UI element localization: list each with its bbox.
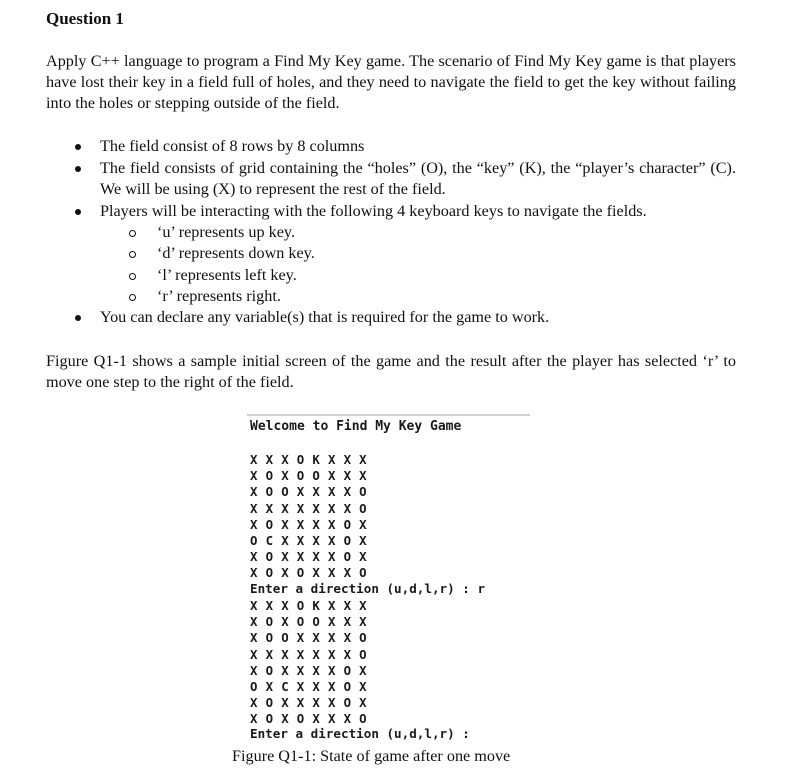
grid-cell: X	[281, 549, 290, 565]
grid-cell: X	[327, 484, 337, 500]
bullet-item	[0, 307, 736, 329]
grid-cell: X	[250, 516, 259, 532]
grid-cell: X	[359, 549, 368, 565]
grid-cell: X	[250, 484, 259, 500]
grid-cell: K	[312, 452, 321, 467]
grid-cell: X	[265, 678, 275, 694]
grid-cell: X	[281, 598, 290, 613]
grid-cell: X	[250, 646, 259, 662]
grid-cell: O	[296, 452, 306, 467]
grid-cell: X	[327, 452, 337, 467]
grid-cell: X	[343, 646, 353, 662]
grid-cell: O	[265, 630, 275, 646]
grid-cell: X	[296, 630, 306, 646]
grid-cell: X	[312, 516, 321, 532]
grid-cell: X	[296, 678, 306, 694]
bullet-text: Players will be interacting with the following 4 keyboard keys to navigate the fields.	[100, 201, 647, 220]
console-screenshot	[247, 414, 530, 742]
grid-cell: X	[265, 500, 275, 516]
grid-cell: O	[296, 711, 306, 727]
grid-cell: X	[327, 678, 337, 694]
grid-cell: X	[296, 500, 306, 516]
grid-cell: X	[312, 695, 321, 711]
grid-cell: X	[327, 598, 337, 613]
grid-cell: O	[296, 468, 306, 484]
grid-cell: X	[343, 500, 353, 516]
grid-cell: X	[296, 695, 306, 711]
grid-cell: X	[296, 532, 306, 548]
grid-cell: X	[281, 532, 290, 548]
grid-cell: O	[250, 532, 259, 548]
grid-cell: X	[359, 662, 368, 678]
grid-cell: O	[296, 614, 306, 630]
grid-cell: X	[327, 565, 337, 581]
grid-cell: X	[327, 500, 337, 516]
grid-cell: X	[250, 662, 259, 678]
grid-cell: X	[265, 646, 275, 662]
grid-row	[250, 533, 375, 549]
grid-cell: X	[327, 614, 337, 630]
grid-cell: X	[296, 549, 306, 565]
grid-cell: O	[265, 662, 275, 678]
grid-cell: O	[359, 711, 368, 727]
grid-cell: X	[250, 565, 259, 581]
key-controls-list	[100, 222, 736, 307]
grid-cell: X	[296, 484, 306, 500]
figure-intro-paragraph: Figure Q1-1 shows a sample initial screen of the game and the result after the player has selected ‘r’ to move one step to the right of the field.	[46, 352, 736, 391]
grid-cell: X	[250, 695, 259, 711]
grid-cell: O	[359, 565, 368, 581]
grid-cell: O	[359, 630, 368, 646]
grid-cell: O	[265, 549, 275, 565]
bullet-item	[0, 201, 736, 308]
grid-cell: O	[265, 468, 275, 484]
grid-cell: X	[250, 500, 259, 516]
grid-cell: O	[265, 711, 275, 727]
grid-row	[250, 663, 375, 679]
grid-row	[250, 679, 375, 695]
field-grid-after-move	[250, 598, 375, 728]
grid-cell: X	[312, 662, 321, 678]
grid-cell: X	[359, 614, 368, 630]
grid-cell: O	[343, 532, 353, 548]
grid-cell: X	[312, 565, 321, 581]
grid-cell: X	[312, 500, 321, 516]
grid-cell: X	[327, 549, 337, 565]
grid-cell: O	[359, 484, 368, 500]
grid-cell: X	[343, 452, 353, 467]
grid-row	[250, 614, 375, 630]
grid-cell: O	[250, 678, 259, 694]
grid-row	[250, 647, 375, 663]
intro-paragraph: Apply C++ language to program a Find My Key game. The scenario of Find My Key game is that players have lost their key in a field full of holes, and they need to navigate the field to get the key without failing into the holes or stepping outside of the field.	[46, 52, 736, 112]
grid-cell: X	[250, 614, 259, 630]
grid-cell: X	[359, 516, 368, 532]
grid-cell: O	[265, 516, 275, 532]
grid-cell: X	[281, 468, 290, 484]
bullet-text: You can declare any variable(s) that is required for the game to work.	[100, 308, 550, 327]
grid-row	[250, 484, 375, 500]
grid-cell: O	[265, 565, 275, 581]
requirements-list	[0, 136, 787, 329]
grid-cell: X	[359, 678, 368, 694]
grid-cell: X	[343, 614, 353, 630]
grid-cell: X	[343, 468, 353, 484]
grid-cell: X	[359, 452, 368, 467]
grid-cell: X	[281, 565, 290, 581]
grid-cell: X	[327, 630, 337, 646]
grid-cell: X	[359, 598, 368, 613]
grid-cell: X	[343, 565, 353, 581]
sub-bullet-item: ‘r’ represents right.	[100, 286, 736, 307]
grid-cell: O	[359, 500, 368, 516]
grid-cell: X	[281, 646, 290, 662]
grid-cell: X	[312, 630, 321, 646]
grid-cell: X	[250, 711, 259, 727]
grid-cell: O	[343, 695, 353, 711]
grid-cell: O	[312, 614, 321, 630]
grid-cell: X	[281, 500, 290, 516]
grid-cell: X	[327, 662, 337, 678]
grid-cell: X	[312, 549, 321, 565]
grid-cell: X	[281, 711, 290, 727]
field-grid-initial	[250, 452, 375, 582]
question-heading: Question 1	[46, 9, 124, 28]
grid-cell: X	[327, 516, 337, 532]
sub-bullet-item: ‘u’ represents up key.	[100, 222, 736, 243]
bullet-text: The field consists of grid containing the “holes” (O), the “key” (K), the “player’s character” (C). We will be using (X) to represent the rest of the field.	[100, 158, 736, 198]
figure-caption: Figure Q1-1: State of game after one move	[232, 747, 511, 765]
grid-cell: O	[296, 598, 306, 613]
grid-cell: X	[250, 452, 259, 467]
grid-row	[250, 598, 375, 614]
grid-cell: O	[312, 468, 321, 484]
bullet-item	[0, 158, 736, 201]
grid-cell: O	[343, 516, 353, 532]
grid-cell: X	[327, 532, 337, 548]
grid-row	[250, 517, 375, 533]
grid-cell: X	[265, 598, 275, 613]
direction-prompt: Enter a direction (u,d,l,r) :	[250, 726, 470, 741]
grid-cell: C	[281, 678, 290, 694]
grid-cell: X	[343, 484, 353, 500]
grid-row	[250, 565, 375, 581]
grid-cell: X	[250, 549, 259, 565]
grid-cell: X	[296, 646, 306, 662]
grid-row	[250, 630, 375, 646]
grid-cell: O	[343, 549, 353, 565]
grid-cell: X	[281, 695, 290, 711]
grid-cell: X	[327, 711, 337, 727]
grid-cell: O	[265, 484, 275, 500]
grid-cell: X	[312, 646, 321, 662]
grid-cell: X	[343, 711, 353, 727]
grid-cell: X	[281, 452, 290, 467]
grid-cell: O	[343, 662, 353, 678]
grid-cell: X	[312, 678, 321, 694]
bullet-item	[0, 136, 736, 158]
direction-prompt: Enter a direction (u,d,l,r) : r	[250, 581, 486, 596]
bullet-text: The field consist of 8 rows by 8 columns	[100, 137, 365, 155]
grid-cell: X	[250, 630, 259, 646]
grid-cell: X	[281, 614, 290, 630]
grid-cell: X	[343, 598, 353, 613]
grid-cell: O	[296, 565, 306, 581]
grid-cell: X	[327, 695, 337, 711]
grid-cell: X	[281, 662, 290, 678]
grid-cell: O	[265, 695, 275, 711]
grid-cell: K	[312, 598, 321, 613]
grid-cell: X	[312, 532, 321, 548]
grid-row	[250, 468, 375, 484]
sub-bullet-item: ‘l’ represents left key.	[100, 265, 736, 286]
grid-cell: O	[265, 614, 275, 630]
grid-row	[250, 501, 375, 517]
grid-row	[250, 452, 375, 468]
grid-cell: X	[250, 598, 259, 613]
grid-cell: X	[327, 468, 337, 484]
grid-row	[250, 695, 375, 711]
grid-row	[250, 549, 375, 565]
grid-cell: X	[343, 630, 353, 646]
sub-bullet-item: ‘d’ represents down key.	[100, 243, 736, 264]
grid-cell: X	[312, 484, 321, 500]
grid-cell: X	[312, 711, 321, 727]
grid-cell: X	[296, 516, 306, 532]
grid-cell: X	[359, 695, 368, 711]
grid-cell: X	[296, 662, 306, 678]
grid-cell: X	[281, 516, 290, 532]
grid-cell: X	[359, 468, 368, 484]
grid-cell: O	[359, 646, 368, 662]
grid-cell: X	[265, 452, 275, 467]
welcome-message: Welcome to Find My Key Game	[250, 419, 462, 434]
grid-cell: O	[281, 484, 290, 500]
grid-cell: O	[281, 630, 290, 646]
grid-cell: X	[250, 468, 259, 484]
grid-cell: X	[327, 646, 337, 662]
grid-cell: C	[265, 532, 275, 548]
grid-cell: X	[359, 532, 368, 548]
grid-cell: O	[343, 678, 353, 694]
